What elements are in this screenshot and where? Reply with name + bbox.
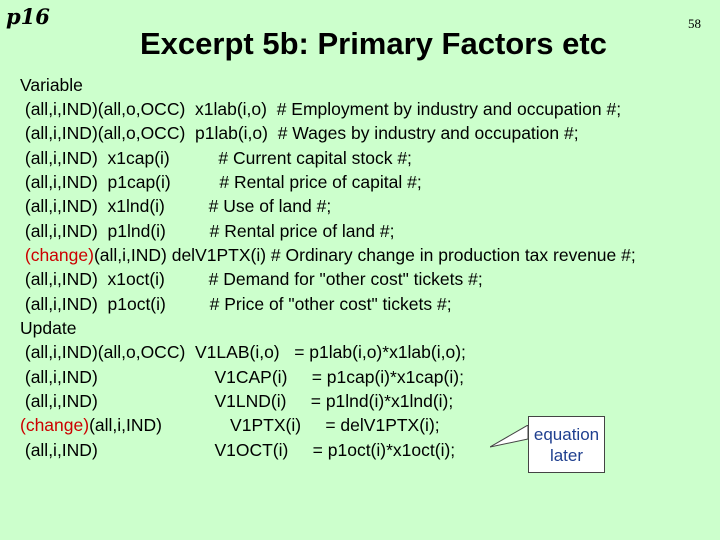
code-text: (all,i,IND) x1lnd(i) # Use of land #; — [20, 196, 332, 216]
code-line — [20, 221, 394, 242]
code-line — [20, 148, 412, 169]
callout-pointer — [490, 425, 528, 455]
code-line — [20, 123, 579, 144]
variable-keyword: Variable — [20, 75, 83, 95]
code-line — [20, 99, 621, 120]
change-keyword: (change) — [20, 415, 90, 435]
code-text: (all,i,IND) x1oct(i) # Demand for "other cost" tickets #; — [20, 269, 483, 289]
code-text: (all,i,IND)(all,o,OCC) p1lab(i,o) # Wages by industry and occupation #; — [20, 123, 579, 143]
code-line — [20, 391, 453, 412]
code-text: (all,i,IND) V1CAP(i) = p1cap(i)*x1cap(i); — [20, 367, 464, 387]
code-line — [20, 269, 483, 290]
code-text: (all,i,IND) p1oct(i) # Price of "other cost" tickets #; — [20, 294, 452, 314]
code-text: (all,i,IND)(all,o,OCC) x1lab(i,o) # Employment by industry and occupation #; — [20, 99, 622, 119]
callout-line: equation — [533, 424, 600, 444]
code-line — [20, 196, 331, 217]
callout-line: later — [549, 445, 584, 465]
change-keyword: (change) — [20, 245, 94, 265]
page-title: Excerpt 5b: Primary Factors etc — [140, 26, 607, 61]
code-line — [20, 415, 440, 436]
equation-later-callout — [528, 416, 605, 473]
update-keyword: Update — [20, 318, 77, 338]
code-text: (all,i,IND) p1cap(i) # Rental price of capital #; — [20, 172, 422, 192]
code-text: (all,i,IND)(all,o,OCC) V1LAB(i,o) = p1lab(i,o)*x1lab(i,o); — [20, 342, 466, 362]
code-line — [20, 245, 636, 266]
code-text: (all,i,IND) delV1PTX(i) # Ordinary change in production tax revenue #; — [93, 245, 636, 265]
code-text: (all,i,IND) V1OCT(i) = p1oct(i)*x1oct(i); — [20, 440, 456, 460]
code-text: (all,i,IND) p1lnd(i) # Rental price of land #; — [20, 221, 395, 241]
code-text: (all,i,IND) x1cap(i) # Current capital stock #; — [20, 148, 412, 168]
code-line — [20, 172, 422, 193]
code-text: (all,i,IND) V1LND(i) = p1lnd(i)*x1lnd(i); — [20, 391, 454, 411]
code-line — [20, 294, 452, 315]
code-line — [20, 440, 455, 461]
code-line — [20, 342, 466, 363]
page-number: 58 — [688, 16, 701, 31]
slide-tag: p16 — [6, 4, 50, 29]
code-line — [20, 367, 464, 388]
code-text: (all,i,IND) V1PTX(i) = delV1PTX(i); — [89, 415, 440, 435]
